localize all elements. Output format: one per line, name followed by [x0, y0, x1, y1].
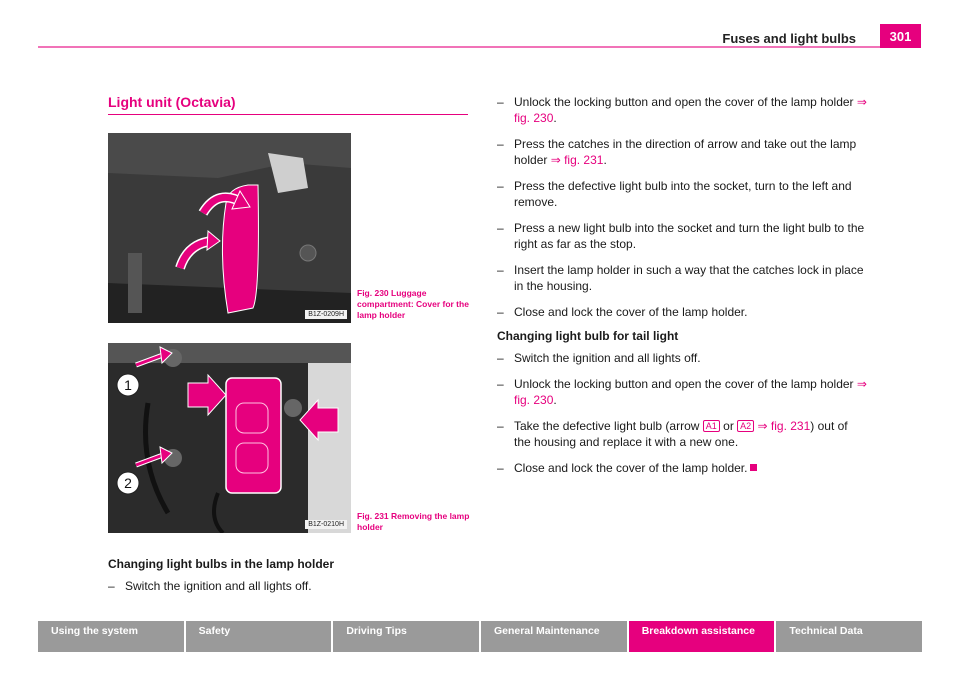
section-title: Light unit (Octavia): [108, 94, 236, 110]
section-end-mark: [750, 464, 757, 471]
nav-driving-tips[interactable]: Driving Tips: [333, 621, 479, 652]
nav-general-maintenance[interactable]: General Maintenance: [481, 621, 627, 652]
list-item: – Close and lock the cover of the lamp holder.: [497, 305, 748, 319]
list-item: – Close and lock the cover of the lamp holder.: [497, 460, 867, 476]
subheading-lamp-holder: Changing light bulbs in the lamp holder: [108, 557, 334, 571]
nav-safety[interactable]: Safety: [186, 621, 332, 652]
bottom-nav: [38, 621, 922, 652]
nav-using-the-system[interactable]: Using the system: [38, 621, 184, 652]
nav-technical-data[interactable]: Technical Data: [776, 621, 922, 652]
figure-link[interactable]: ⇒ fig. 231: [550, 153, 604, 167]
list-item: – Switch the ignition and all lights off.: [497, 351, 701, 365]
callout-2: 2: [124, 475, 132, 491]
figure-code: B1Z-0210H: [305, 520, 347, 529]
figure-link[interactable]: ⇒ fig. 230: [514, 95, 867, 125]
callout-box-a1: A1: [703, 420, 720, 432]
figure-code: B1Z-0209H: [305, 310, 347, 319]
right-column-text: [497, 94, 867, 486]
page-number: 301: [880, 24, 921, 48]
list-item: – Take the defective light bulb (arrow A1 or A2 ⇒ fig. 231) out of the housing and replace it with a new one.: [497, 419, 848, 449]
section-rule: [108, 114, 468, 115]
list-item: – Press the catches in the direction of arrow and take out the lamp holder ⇒ fig. 231.: [497, 137, 857, 167]
list-item: – Insert the lamp holder in such a way that the catches lock in place in the housing.: [497, 263, 864, 293]
left-column-text: [108, 556, 468, 604]
list-item: – Press the defective light bulb into the socket, turn to the left and remove.: [497, 179, 852, 209]
callout-1: 1: [124, 377, 132, 393]
figure-230-caption: Fig. 230 Luggage compartment: Cover for the lamp holder: [357, 288, 469, 320]
list-item: – Press a new light bulb into the socket and turn the light bulb to the right as far as the stop.: [497, 221, 865, 251]
list-item: – Unlock the locking button and open the cover of the lamp holder ⇒ fig. 230.: [497, 95, 867, 125]
callout-box-a2: A2: [737, 420, 754, 432]
header-title: Fuses and light bulbs: [722, 31, 856, 46]
list-item: – Switch the ignition and all lights off.: [108, 579, 312, 593]
figure-231-image: [108, 343, 351, 533]
nav-breakdown-assistance[interactable]: Breakdown assistance: [629, 621, 775, 652]
figure-link[interactable]: ⇒ fig. 231: [757, 419, 811, 433]
subheading-tail-light: Changing light bulb for tail light: [497, 329, 679, 343]
figure-230-image: [108, 133, 351, 323]
list-item: – Unlock the locking button and open the cover of the lamp holder ⇒ fig. 230.: [497, 377, 867, 407]
figure-231-caption: Fig. 231 Removing the lamp holder: [357, 511, 470, 532]
figure-link[interactable]: ⇒ fig. 230: [514, 377, 867, 407]
header-rule: [38, 46, 880, 48]
